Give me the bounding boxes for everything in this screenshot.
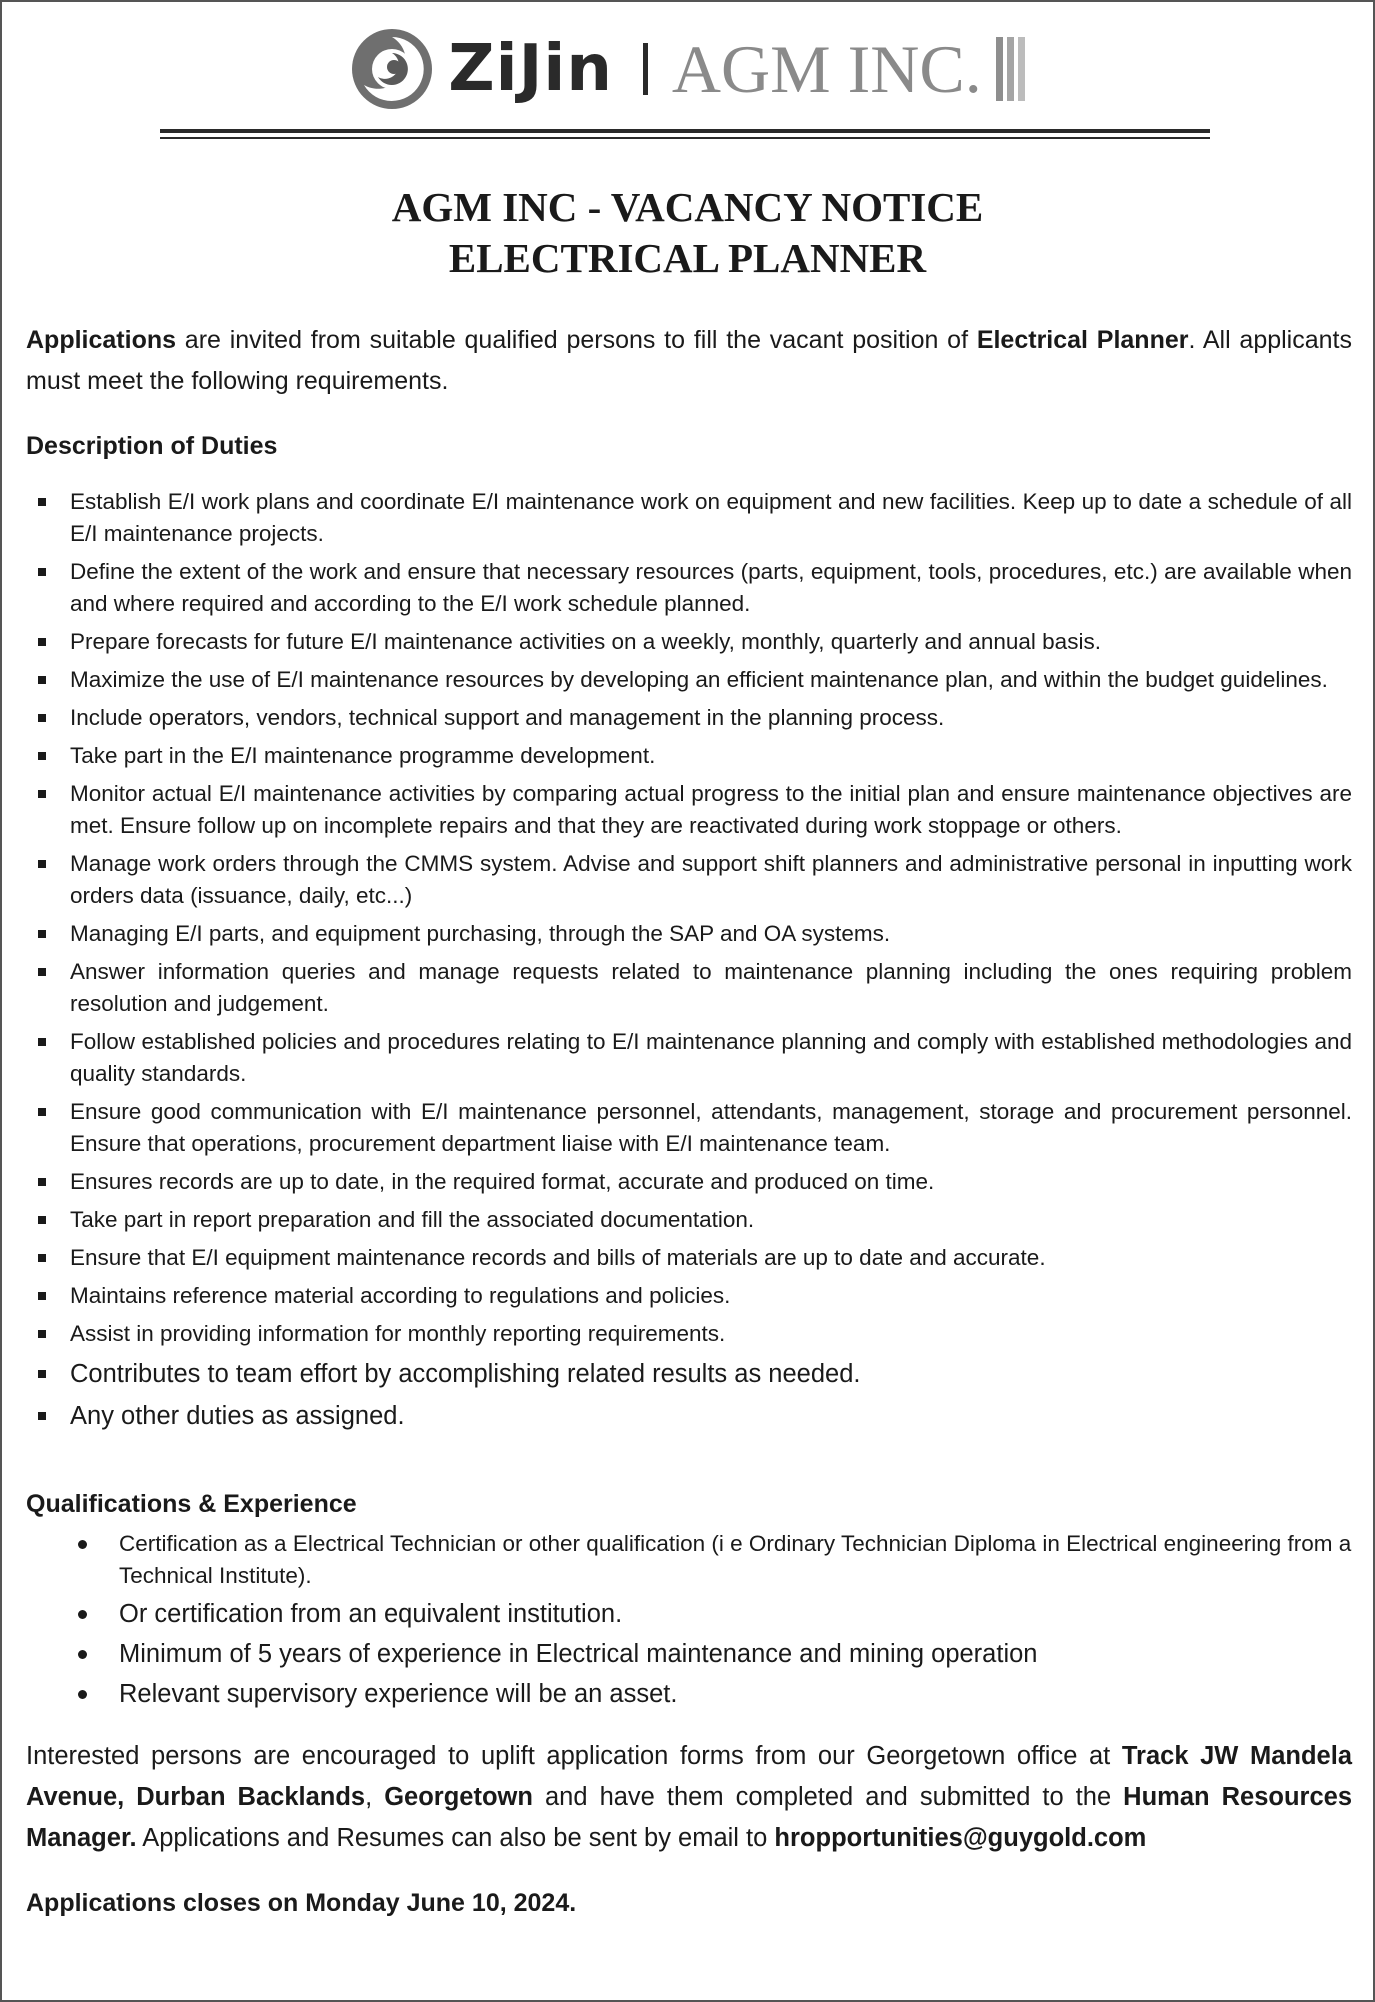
list-item: Establish E/I work plans and coordinate E/I maintenance work on equipment and new facilities. Keep up to date a schedule of all E/I maintenance projects. bbox=[26, 486, 1352, 550]
square-bullet-icon bbox=[38, 1038, 46, 1046]
zijin-logo-icon bbox=[350, 27, 434, 111]
list-item: Managing E/I parts, and equipment purchasing, through the SAP and OA systems. bbox=[26, 918, 1352, 950]
list-item: Or certification from an equivalent institution. bbox=[26, 1596, 1352, 1632]
list-item: Include operators, vendors, technical support and management in the planning process. bbox=[26, 702, 1352, 734]
zijin-wordmark: ZiJin bbox=[448, 32, 613, 106]
list-item: Ensure that E/I equipment maintenance records and bills of materials are up to date and accurate. bbox=[26, 1242, 1352, 1274]
square-bullet-icon bbox=[38, 638, 46, 646]
contact-paragraph: Interested persons are encouraged to uplift application forms from our Georgetown office at Track JW Mandela Avenue, Durban Backlands, Georgetown and have them completed and submitted to the Human Resources Manager. Applications and Resumes can also be sent by email to hropportunities@guygold.com bbox=[26, 1742, 1352, 1852]
list-item: Certification as a Electrical Technician or other qualification (i e Ordinary Technician Diploma in Electrical engineering from a Technical Institute). bbox=[26, 1528, 1352, 1592]
closing-date: Applications closes on Monday June 10, 2024. bbox=[26, 1889, 577, 1917]
office-address: Track JW Mandela Avenue, Durban Backlands bbox=[26, 1742, 1352, 1811]
square-bullet-icon bbox=[38, 860, 46, 868]
square-bullet-icon bbox=[38, 1330, 46, 1338]
header-logos bbox=[2, 24, 1373, 114]
intro-text-2: . All applicants must meet the following requirements. bbox=[26, 326, 1352, 395]
list-item: Answer information queries and manage requests related to maintenance planning including the ones requiring problem resolution and judgement. bbox=[26, 956, 1352, 1020]
list-item: Define the extent of the work and ensure that necessary resources (parts, equipment, tools, procedures, etc.) are available when and where required and according to the E/I work schedule planned. bbox=[26, 556, 1352, 620]
square-bullet-icon bbox=[38, 1216, 46, 1224]
square-bullet-icon bbox=[38, 1370, 46, 1378]
round-bullet-icon bbox=[78, 1540, 87, 1549]
square-bullet-icon bbox=[38, 930, 46, 938]
office-city: Georgetown bbox=[384, 1783, 533, 1811]
list-item: Relevant supervisory experience will be an asset. bbox=[26, 1676, 1352, 1712]
qualifications-list bbox=[26, 1528, 1352, 1712]
square-bullet-icon bbox=[38, 568, 46, 576]
square-bullet-icon bbox=[38, 676, 46, 684]
square-bullet-icon bbox=[38, 1412, 46, 1420]
square-bullet-icon bbox=[38, 1108, 46, 1116]
list-item: Follow established policies and procedures relating to E/I maintenance planning and comply with established methodologies and quality standards. bbox=[26, 1026, 1352, 1090]
page-title bbox=[2, 182, 1373, 284]
square-bullet-icon bbox=[38, 714, 46, 722]
header-rule-thin bbox=[160, 137, 1210, 139]
list-item: Contributes to team effort by accomplishing related results as needed. bbox=[26, 1356, 1352, 1392]
recipient: Human Resources Manager. bbox=[26, 1783, 1352, 1852]
list-item: Minimum of 5 years of experience in Electrical maintenance and mining operation bbox=[26, 1636, 1352, 1672]
qualifications-heading: Qualifications & Experience bbox=[26, 1490, 357, 1518]
square-bullet-icon bbox=[38, 498, 46, 506]
list-item: Maintains reference material according to regulations and policies. bbox=[26, 1280, 1352, 1312]
round-bullet-icon bbox=[78, 1690, 87, 1699]
square-bullet-icon bbox=[38, 752, 46, 760]
square-bullet-icon bbox=[38, 790, 46, 798]
list-item: Prepare forecasts for future E/I maintenance activities on a weekly, monthly, quarterly and annual basis. bbox=[26, 626, 1352, 658]
notice-body bbox=[26, 320, 1352, 1921]
title-line-2: ELECTRICAL PLANNER bbox=[448, 235, 927, 281]
list-item: Ensure good communication with E/I maintenance personnel, attendants, management, storage and procurement personnel. Ensure that operations, procurement department liaise with E/I maintenance team. bbox=[26, 1096, 1352, 1160]
round-bullet-icon bbox=[78, 1610, 87, 1619]
list-item: Any other duties as assigned. bbox=[26, 1398, 1352, 1434]
position-name: Electrical Planner bbox=[976, 326, 1189, 354]
list-item: Monitor actual E/I maintenance activities by comparing actual progress to the initial plan and ensure maintenance objectives are met. Ensure follow up on incomplete repairs and that they are reactivated during work stoppage or others. bbox=[26, 778, 1352, 842]
title-line-1: AGM INC - VACANCY NOTICE bbox=[391, 184, 984, 230]
intro-lead: Applications bbox=[26, 326, 177, 354]
list-item: Assist in providing information for monthly reporting requirements. bbox=[26, 1318, 1352, 1350]
square-bullet-icon bbox=[38, 1292, 46, 1300]
duties-heading: Description of Duties bbox=[26, 432, 278, 460]
list-item: Take part in the E/I maintenance programme development. bbox=[26, 740, 1352, 772]
square-bullet-icon bbox=[38, 968, 46, 976]
list-item: Take part in report preparation and fill the associated documentation. bbox=[26, 1204, 1352, 1236]
agm-wordmark: AGM INC. bbox=[671, 30, 982, 107]
duties-list bbox=[26, 486, 1352, 1434]
logo-separator bbox=[643, 43, 648, 95]
list-item: Ensures records are up to date, in the required format, accurate and produced on time. bbox=[26, 1166, 1352, 1198]
square-bullet-icon bbox=[38, 1254, 46, 1262]
list-item: Maximize the use of E/I maintenance resources by developing an efficient maintenance plan, and within the budget guidelines. bbox=[26, 664, 1352, 696]
agm-bars-icon bbox=[996, 37, 1025, 101]
round-bullet-icon bbox=[78, 1650, 87, 1659]
intro-paragraph bbox=[26, 320, 1352, 402]
email-address: hropportunities@guygold.com bbox=[774, 1824, 1147, 1852]
list-item: Manage work orders through the CMMS system. Advise and support shift planners and administrative personal in inputting work orders data (issuance, daily, etc...) bbox=[26, 848, 1352, 912]
square-bullet-icon bbox=[38, 1178, 46, 1186]
intro-text-1: are invited from suitable qualified persons to fill the vacant position of bbox=[176, 326, 977, 354]
header-rule bbox=[160, 129, 1210, 133]
